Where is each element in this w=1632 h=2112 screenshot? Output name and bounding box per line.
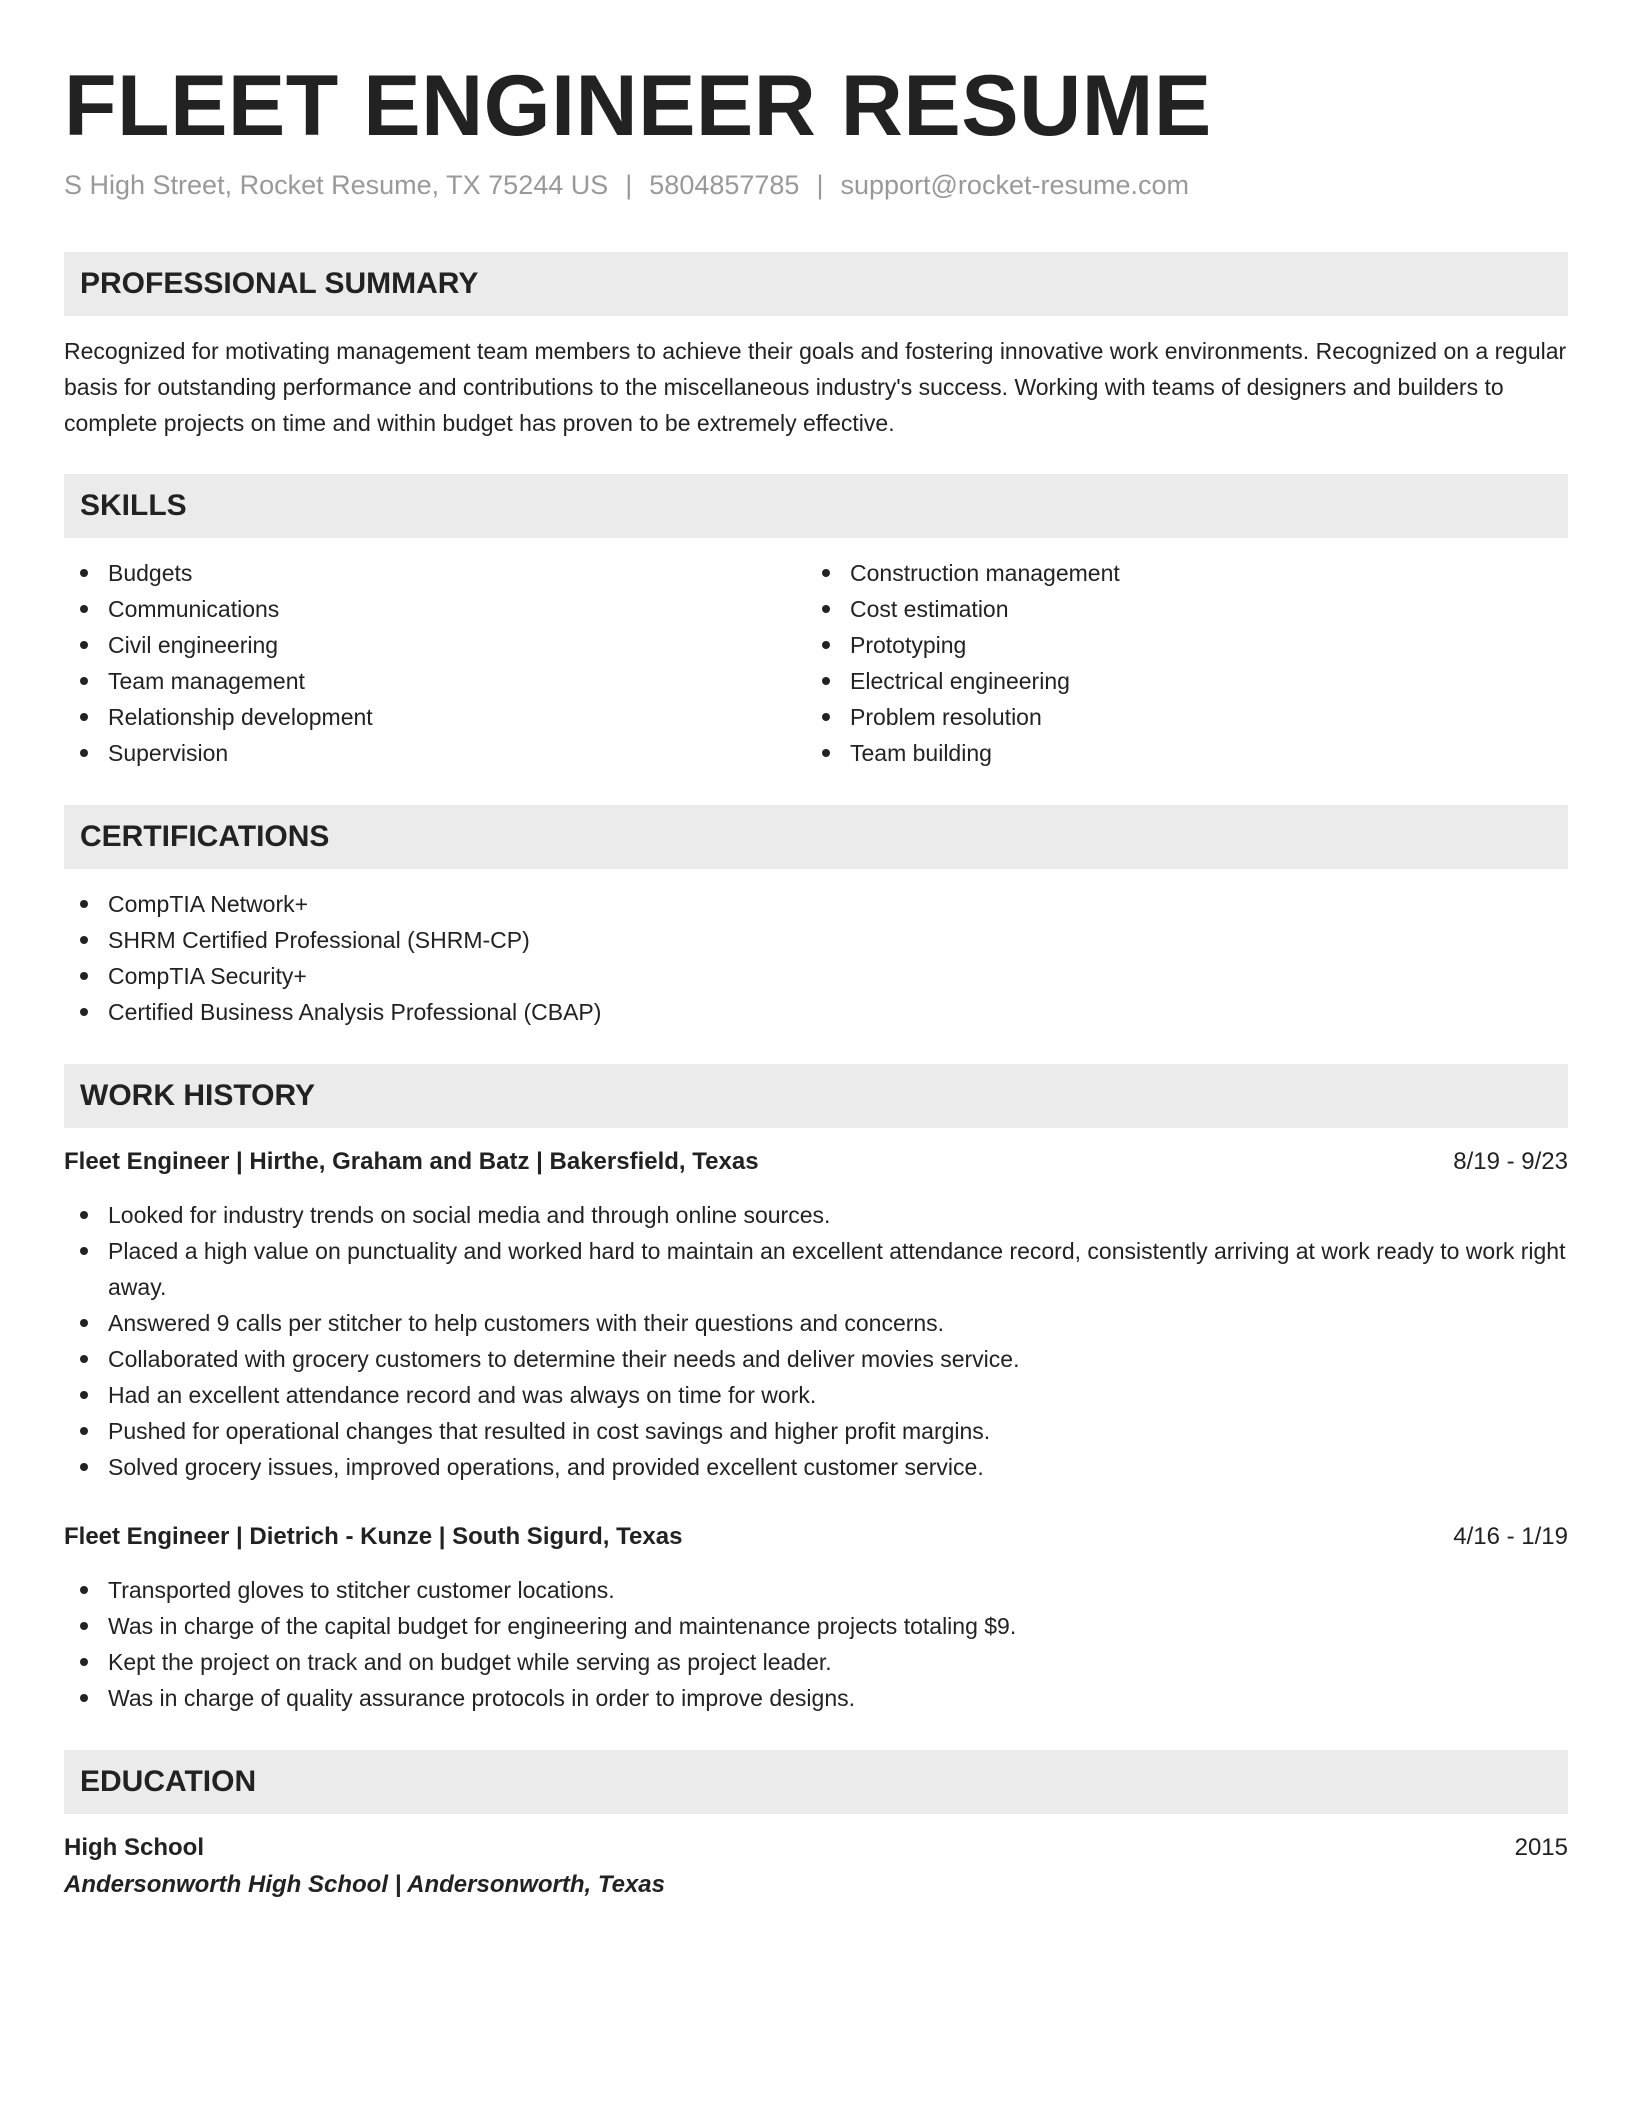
section-header-certifications: CERTIFICATIONS xyxy=(64,805,1568,869)
skill-item: Communications xyxy=(64,591,806,627)
job-bullet: Kept the project on track and on budget while serving as project leader. xyxy=(64,1644,1568,1680)
job-bullet: Collaborated with grocery customers to determine their needs and deliver movies service. xyxy=(64,1341,1568,1377)
skills-list-right xyxy=(806,555,1548,771)
certification-item: CompTIA Security+ xyxy=(64,958,1568,994)
certification-item: Certified Business Analysis Professional (CBAP) xyxy=(64,994,1568,1030)
section-header-skills: SKILLS xyxy=(64,474,1568,538)
job-header xyxy=(64,1519,1568,1555)
job-bullet: Was in charge of the capital budget for engineering and maintenance projects totaling $9. xyxy=(64,1608,1568,1644)
contact-separator: | xyxy=(625,170,633,200)
section-header-education: EDUCATION xyxy=(64,1750,1568,1814)
job-title: Fleet Engineer | Dietrich - Kunze | South Sigurd, Texas xyxy=(64,1523,683,1550)
education-year: 2015 xyxy=(1514,1834,1568,1861)
job-entry xyxy=(64,1144,1568,1485)
job-bullet: Looked for industry trends on social media and through online sources. xyxy=(64,1197,1568,1233)
skill-item: Cost estimation xyxy=(806,591,1548,627)
education-entry xyxy=(64,1830,1568,1904)
skill-item: Team management xyxy=(64,663,806,699)
resume-title: FLEET ENGINEER RESUME xyxy=(64,58,1212,154)
certifications-list xyxy=(64,886,1568,1030)
skill-item: Budgets xyxy=(64,555,806,591)
education-header xyxy=(64,1830,1568,1866)
skills-columns xyxy=(64,555,1568,771)
job-bullets xyxy=(64,1197,1568,1485)
skill-item: Construction management xyxy=(806,555,1548,591)
job-bullets xyxy=(64,1572,1568,1716)
skill-item: Team building xyxy=(806,735,1548,771)
contact-separator: | xyxy=(816,170,824,200)
section-header-summary: PROFESSIONAL SUMMARY xyxy=(64,252,1568,316)
resume-page xyxy=(64,58,1568,1904)
skill-item: Supervision xyxy=(64,735,806,771)
contact-line xyxy=(64,168,1568,202)
certification-item: CompTIA Network+ xyxy=(64,886,1568,922)
education-school: Andersonworth High School | Andersonworth, Texas xyxy=(64,1871,665,1898)
job-header xyxy=(64,1144,1568,1180)
job-bullet: Had an excellent attendance record and was always on time for work. xyxy=(64,1377,1568,1413)
skill-item: Relationship development xyxy=(64,699,806,735)
education-degree: High School xyxy=(64,1834,204,1861)
job-dates: 8/19 - 9/23 xyxy=(1453,1148,1568,1175)
job-bullet: Transported gloves to stitcher customer locations. xyxy=(64,1572,1568,1608)
job-title: Fleet Engineer | Hirthe, Graham and Batz | Bakersfield, Texas xyxy=(64,1148,759,1175)
job-bullet: Solved grocery issues, improved operations, and provided excellent customer service. xyxy=(64,1449,1568,1485)
job-entry xyxy=(64,1519,1568,1716)
job-bullet: Placed a high value on punctuality and worked hard to maintain an excellent attendance record, consistently arriving at work ready to work right away. xyxy=(64,1233,1568,1305)
summary-text: Recognized for motivating management team members to achieve their goals and fostering innovative work environments. Recognized on a regular basis for outstanding performance and contributions to the miscellaneous industry's success. Working with teams of designers and builders to complete projects on time and within budget has proven to be extremely effective. xyxy=(64,338,1567,436)
certification-item: SHRM Certified Professional (SHRM-CP) xyxy=(64,922,1568,958)
section-header-work-history: WORK HISTORY xyxy=(64,1064,1568,1128)
skills-list-left xyxy=(64,555,806,771)
skill-item: Prototyping xyxy=(806,627,1548,663)
contact-phone: 5804857785 xyxy=(649,170,800,200)
job-bullet: Pushed for operational changes that resulted in cost savings and higher profit margins. xyxy=(64,1413,1568,1449)
contact-email[interactable]: support@rocket-resume.com xyxy=(840,170,1189,200)
job-bullet: Was in charge of quality assurance protocols in order to improve designs. xyxy=(64,1680,1568,1716)
skill-item: Civil engineering xyxy=(64,627,806,663)
job-dates: 4/16 - 1/19 xyxy=(1453,1523,1568,1550)
skill-item: Electrical engineering xyxy=(806,663,1548,699)
skill-item: Problem resolution xyxy=(806,699,1548,735)
job-bullet: Answered 9 calls per stitcher to help customers with their questions and concerns. xyxy=(64,1305,1568,1341)
contact-address: S High Street, Rocket Resume, TX 75244 US xyxy=(64,170,609,200)
